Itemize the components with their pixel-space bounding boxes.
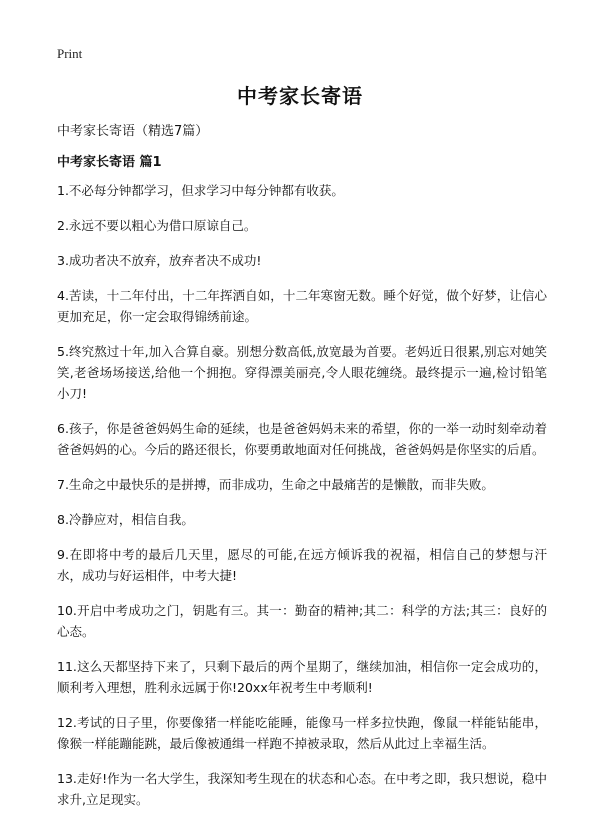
paragraph: 4.苦读，十二年付出，十二年挥洒自如，十二年寒窗无数。睡个好觉，做个好梦，让信心更加充足，你一定会取得锦绣前途。 [57, 288, 547, 324]
paragraph-list [57, 180, 547, 824]
paragraph: 7.生命之中最快乐的是拼搏，而非成功，生命之中最痛苦的是懒散，而非失败。 [57, 477, 494, 492]
document-title: 中考家长寄语 [237, 84, 363, 108]
paragraph: 1.不必每分钟都学习，但求学习中每分钟都有收获。 [57, 183, 344, 198]
paragraph: 11.这么天都坚持下来了，只剩下最后的两个星期了，继续加油，相信你一定会成功的，顺利考入理想，胜利永远属于你!20xx年祝考生中考顺利! [57, 659, 547, 695]
paragraph: 13.走好!作为一名大学生，我深知考生现在的状态和心态。在中考之即，我只想说，稳中求升,立足现实。 [57, 771, 547, 807]
paragraph: 10.开启中考成功之门，钥匙有三。其一：勤奋的精神;其二：科学的方法;其三：良好的心态。 [57, 603, 547, 639]
paragraph: 2.永远不要以粗心为借口原谅自己。 [57, 218, 257, 233]
print-label: Print [57, 46, 83, 61]
paragraph: 3.成功者决不放弃，放弃者决不成功! [57, 253, 262, 268]
paragraph: 5.终究熬过十年,加入合算自豪。别想分数高低,放宽最为首要。老妈近日很累,别忘对她笑笑,老爸场场接送,给他一个拥抱。穿得漂美丽亮,令人眼花缠绕。最终提示一遍,检讨铅笔小刀! [57, 344, 547, 401]
paragraph: 6.孩子，你是爸爸妈妈生命的延续，也是爸爸妈妈未来的希望，你的一举一动时刻牵动着爸爸妈妈的心。今后的路还很长，你要勇敢地面对任何挑战，爸爸妈妈是你坚实的后盾。 [57, 421, 547, 457]
paragraph: 9.在即将中考的最后几天里，愿尽的可能,在远方倾诉我的祝福，相信自己的梦想与汗水，成功与好运相伴，中考大捷! [57, 547, 547, 583]
document-subtitle: 中考家长寄语（精选7篇） [57, 124, 209, 139]
paragraph: 8.冷静应对，相信自我。 [57, 512, 194, 527]
section-heading: 中考家长寄语 篇1 [57, 155, 162, 170]
paragraph: 12.考试的日子里，你要像猪一样能吃能睡，能像马一样多拉快跑，像鼠一样能钻能串，像猴一样能蹦能跳，最后像被通缉一样跑不掉被录取，然后从此过上幸福生活。 [57, 715, 547, 751]
